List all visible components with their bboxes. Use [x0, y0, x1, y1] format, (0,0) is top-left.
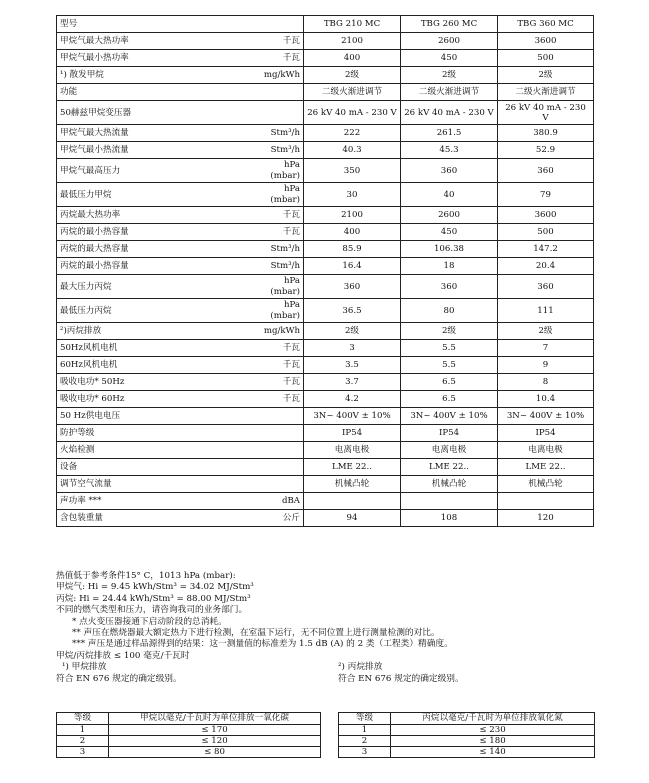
- spec-row-unit: 千瓦: [282, 36, 300, 46]
- spec-value-cell: 360: [401, 275, 498, 299]
- spec-value-cell: 400: [304, 50, 401, 67]
- co-value-cell: ≤ 170: [109, 725, 321, 736]
- co-table-row: [57, 747, 321, 758]
- spec-row: [57, 207, 594, 224]
- footnote-2-title: ²) 丙烷排放: [338, 662, 383, 673]
- spec-value-cell: 26 kV 40 mA - 230 V: [401, 101, 498, 125]
- spec-value-cell: 18: [401, 258, 498, 275]
- spec-row: [57, 425, 594, 442]
- nox-header-value: 丙烷以毫克/千瓦时为单位排放氧化氮: [391, 713, 595, 725]
- spec-value-cell: LME 22..: [304, 459, 401, 476]
- spec-row-label: 吸收电功* 60Hz: [60, 394, 125, 404]
- spec-row-label: 含包装重量: [60, 513, 103, 523]
- nox-class-cell: 1: [339, 725, 391, 736]
- spec-value-cell: 40: [401, 183, 498, 207]
- spec-row: [57, 67, 594, 84]
- spec-value-cell: 2100: [304, 207, 401, 224]
- spec-row-label-cell: [57, 241, 304, 258]
- model-tbg-360: TBG 360 MC: [498, 16, 594, 33]
- spec-value-cell: 6.5: [401, 374, 498, 391]
- spec-row-unit: 千瓦: [282, 377, 300, 387]
- spec-row-label-cell: [57, 425, 304, 442]
- spec-row-unit: Stm³/h: [270, 145, 300, 155]
- spec-value-cell: 79: [498, 183, 594, 207]
- spec-row-label-cell: [57, 258, 304, 275]
- spec-row-label: 50赫兹甲烷变压器: [60, 107, 132, 118]
- spec-value-cell: 机械凸轮: [401, 476, 498, 493]
- spec-row-label-cell: [57, 207, 304, 224]
- spec-row-label-cell: [57, 33, 304, 50]
- spec-value-cell: 10.4: [498, 391, 594, 408]
- spec-value-cell: 450: [401, 224, 498, 241]
- spec-value-cell: 40.3: [304, 142, 401, 159]
- spec-row-label: 甲烷气最高压力: [60, 165, 121, 176]
- spec-value-cell: 机械凸轮: [304, 476, 401, 493]
- spec-value-cell: 360: [304, 275, 401, 299]
- spec-value-cell: 360: [401, 159, 498, 183]
- notes-section: [56, 571, 616, 685]
- spec-row-label-cell: [57, 183, 304, 207]
- spec-row-label-cell: [57, 442, 304, 459]
- spec-row-unit: 公斤: [282, 513, 300, 523]
- co-table-row: [57, 725, 321, 736]
- spec-row-label: 调节空气流量: [60, 479, 112, 489]
- spec-header-row: [57, 16, 594, 33]
- note-reference-conditions: 热值低于参考条件15° C，1013 hPa (mbar):: [56, 571, 236, 581]
- spec-value-cell: 电离电极: [498, 442, 594, 459]
- spec-row-label: 火焰检测: [60, 445, 95, 455]
- model-tbg-260: TBG 260 MC: [401, 16, 498, 33]
- spec-row-label-cell: [57, 340, 304, 357]
- note-star1: * 点火变压器接通下启动阶段的总消耗。: [72, 616, 227, 627]
- spec-value-cell: 电离电极: [304, 442, 401, 459]
- co-table-header: [57, 713, 321, 725]
- spec-row-label: 丙烷的最大热容量: [60, 244, 129, 254]
- spec-row-label: 50 Hz供电电压: [60, 411, 121, 421]
- nox-table-header: [339, 713, 595, 725]
- spec-value-cell: [304, 493, 401, 510]
- spec-row-label-cell: [57, 510, 304, 527]
- nox-emission-table: [338, 712, 595, 758]
- spec-row-label-cell: [57, 142, 304, 159]
- spec-value-cell: 二级火渐进调节: [304, 84, 401, 101]
- spec-row-label: 最低压力甲烷: [60, 189, 112, 200]
- nox-value-cell: ≤ 140: [391, 747, 595, 758]
- spec-value-cell: 450: [401, 50, 498, 67]
- spec-value-cell: 222: [304, 125, 401, 142]
- spec-value-cell: LME 22..: [401, 459, 498, 476]
- footnote-texts: [56, 674, 616, 685]
- spec-row-label: 50Hz风机电机: [60, 343, 118, 353]
- spec-row-label-cell: [57, 50, 304, 67]
- spec-row: [57, 323, 594, 340]
- spec-row-label: 吸收电功* 50Hz: [60, 377, 125, 387]
- spec-value-cell: 16.4: [304, 258, 401, 275]
- spec-value-cell: IP54: [498, 425, 594, 442]
- spec-value-cell: 7: [498, 340, 594, 357]
- spec-row-label-cell: [57, 476, 304, 493]
- spec-value-cell: 26 kV 40 mA - 230 V: [304, 101, 401, 125]
- spec-row-label: 丙烷最大热功率: [60, 210, 121, 220]
- spec-row: [57, 101, 594, 125]
- spec-value-cell: 电离电极: [401, 442, 498, 459]
- co-value-cell: ≤ 80: [109, 747, 321, 758]
- spec-value-cell: 52.9: [498, 142, 594, 159]
- model-tbg-210: TBG 210 MC: [304, 16, 401, 33]
- spec-row: [57, 493, 594, 510]
- spec-row-unit: hPa (mbar): [270, 183, 300, 205]
- note-other-gas: 不同的燃气类型和压力，请咨询我司的业务部门。: [56, 605, 248, 616]
- nox-value-cell: ≤ 230: [391, 725, 595, 736]
- spec-value-cell: 36.5: [304, 299, 401, 323]
- spec-row-unit: Stm³/h: [270, 261, 300, 271]
- spec-value-cell: 3600: [498, 207, 594, 224]
- spec-value-cell: 360: [498, 275, 594, 299]
- spec-value-cell: 30: [304, 183, 401, 207]
- nox-value-cell: ≤ 180: [391, 736, 595, 747]
- spec-row: [57, 224, 594, 241]
- spec-row-label-cell: [57, 391, 304, 408]
- spec-row: [57, 374, 594, 391]
- spec-row-label: 甲烷气最大热功率: [60, 36, 129, 46]
- co-class-cell: 1: [57, 725, 109, 736]
- spec-value-cell: 5.5: [401, 340, 498, 357]
- spec-row-label-cell: [57, 493, 304, 510]
- spec-value-cell: 500: [498, 224, 594, 241]
- nox-table-row: [339, 725, 595, 736]
- note-star3: *** 声压是通过样品源得到的结果：这一测量值的标准差为 1.5 dB (A) 的 2 类（工程类）精确度。: [72, 639, 453, 650]
- co-class-cell: 3: [57, 747, 109, 758]
- spec-value-cell: 360: [498, 159, 594, 183]
- spec-value-cell: 2600: [401, 207, 498, 224]
- spec-row-label: 丙烷的最小热容量: [60, 227, 129, 237]
- spec-row-unit: 千瓦: [282, 343, 300, 353]
- spec-value-cell: 2级: [401, 323, 498, 340]
- spec-value-cell: 80: [401, 299, 498, 323]
- note-emission-limit: 甲烷/丙烷排放 ≤ 100 毫克/千瓦时: [56, 650, 190, 661]
- nox-table-row: [339, 747, 595, 758]
- spec-value-cell: 2100: [304, 33, 401, 50]
- spec-row-unit: mg/kWh: [263, 326, 300, 336]
- spec-value-cell: 26 kV 40 mA - 230 V: [498, 101, 594, 125]
- spec-row: [57, 275, 594, 299]
- spec-row-label-cell: [57, 459, 304, 476]
- nox-header-class: 等级: [339, 713, 391, 725]
- spec-row-label-cell: [57, 224, 304, 241]
- spec-value-cell: 2级: [498, 323, 594, 340]
- spec-value-cell: 2级: [304, 67, 401, 84]
- spec-value-cell: 20.4: [498, 258, 594, 275]
- spec-row-label: 甲烷气最小热功率: [60, 53, 129, 63]
- spec-row-label: 60Hz风机电机: [60, 360, 118, 370]
- spec-value-cell: 2级: [304, 323, 401, 340]
- spec-row-label-cell: [57, 408, 304, 425]
- spec-row-label: 功能: [60, 87, 78, 97]
- spec-row-label: 声功率 ***: [60, 496, 102, 506]
- spec-value-cell: 3.5: [304, 357, 401, 374]
- spec-row-unit: mg/kWh: [263, 70, 300, 80]
- spec-row-label-cell: [57, 159, 304, 183]
- spec-value-cell: 94: [304, 510, 401, 527]
- spec-row-label: 防护等级: [60, 428, 95, 438]
- spec-row-label: 设备: [60, 462, 78, 472]
- spec-row: [57, 459, 594, 476]
- spec-row-label: 甲烷气最大热流量: [60, 128, 129, 138]
- note-propane-hi: 丙烷: Hi = 24.44 kWh/Stm³ = 88.00 MJ/Stm³: [56, 593, 251, 604]
- spec-table: [56, 15, 594, 527]
- spec-value-cell: 机械凸轮: [498, 476, 594, 493]
- spec-value-cell: 9: [498, 357, 594, 374]
- spec-value-cell: 106.38: [401, 241, 498, 258]
- co-header-class: 等级: [57, 713, 109, 725]
- spec-value-cell: 85.9: [304, 241, 401, 258]
- spec-value-cell: 2级: [401, 67, 498, 84]
- spec-row: [57, 50, 594, 67]
- co-emission-table: [56, 712, 321, 758]
- footnote-titles: [56, 662, 616, 673]
- spec-row-label-cell: [57, 67, 304, 84]
- co-class-cell: 2: [57, 736, 109, 747]
- spec-row: [57, 442, 594, 459]
- spec-row: [57, 159, 594, 183]
- spec-row: [57, 183, 594, 207]
- header-label: 型号: [57, 16, 304, 33]
- spec-row-label-cell: [57, 101, 304, 125]
- co-table-row: [57, 736, 321, 747]
- spec-row-unit: hPa (mbar): [270, 275, 300, 297]
- spec-value-cell: 2600: [401, 33, 498, 50]
- spec-row: [57, 391, 594, 408]
- spec-value-cell: 3N~ 400V ± 10%: [498, 408, 594, 425]
- spec-value-cell: [498, 493, 594, 510]
- spec-value-cell: 2级: [498, 67, 594, 84]
- spec-row: [57, 258, 594, 275]
- spec-value-cell: 3.7: [304, 374, 401, 391]
- spec-row-unit: 千瓦: [282, 227, 300, 237]
- spec-value-cell: 4.2: [304, 391, 401, 408]
- spec-row-label-cell: [57, 125, 304, 142]
- spec-value-cell: 5.5: [401, 357, 498, 374]
- spec-value-cell: 二级火渐进调节: [498, 84, 594, 101]
- spec-row-unit: 千瓦: [282, 394, 300, 404]
- spec-value-cell: 120: [498, 510, 594, 527]
- footnote-1-title: ¹) 甲烷排放: [62, 662, 107, 673]
- spec-row: [57, 408, 594, 425]
- footnote-1-text: 符合 EN 676 规定的确定级别。: [56, 673, 182, 684]
- spec-row-unit: hPa (mbar): [270, 159, 300, 181]
- co-value-cell: ≤ 120: [109, 736, 321, 747]
- spec-row-label: 最大压力丙烷: [60, 281, 112, 292]
- spec-row: [57, 125, 594, 142]
- spec-value-cell: 400: [304, 224, 401, 241]
- note-methane-hi: 甲烷气: Hi = 9.45 kWh/Stm³ = 34.02 MJ/Stm³: [56, 582, 254, 593]
- spec-row: [57, 142, 594, 159]
- spec-row-label: 甲烷气最小热流量: [60, 145, 129, 155]
- spec-value-cell: [401, 493, 498, 510]
- spec-row: [57, 241, 594, 258]
- spec-row-unit: Stm³/h: [270, 244, 300, 254]
- spec-value-cell: 111: [498, 299, 594, 323]
- spec-row: [57, 33, 594, 50]
- spec-row-unit: dBA: [281, 496, 300, 506]
- spec-row: [57, 510, 594, 527]
- nox-class-cell: 3: [339, 747, 391, 758]
- spec-value-cell: 8: [498, 374, 594, 391]
- co-header-value: 甲烷以毫克/千瓦时为单位排放一氧化碳: [109, 713, 321, 725]
- nox-table-row: [339, 736, 595, 747]
- spec-row-label: ¹) 散发甲烷: [60, 70, 104, 80]
- spec-value-cell: 350: [304, 159, 401, 183]
- spec-row-unit: 千瓦: [282, 360, 300, 370]
- spec-value-cell: 261.5: [401, 125, 498, 142]
- spec-value-cell: 3600: [498, 33, 594, 50]
- spec-row-unit: 千瓦: [282, 53, 300, 63]
- spec-row-unit: hPa (mbar): [270, 299, 300, 321]
- spec-row-label: 丙烷的最小热容量: [60, 261, 129, 271]
- spec-row-label-cell: [57, 84, 304, 101]
- spec-row-label-cell: [57, 275, 304, 299]
- spec-value-cell: LME 22..: [498, 459, 594, 476]
- spec-value-cell: 108: [401, 510, 498, 527]
- spec-value-cell: 二级火渐进调节: [401, 84, 498, 101]
- nox-class-cell: 2: [339, 736, 391, 747]
- spec-row: [57, 340, 594, 357]
- spec-value-cell: 45.3: [401, 142, 498, 159]
- spec-value-cell: IP54: [401, 425, 498, 442]
- footnote-2-text: 符合 EN 676 规定的确定级别。: [338, 673, 464, 684]
- spec-value-cell: 6.5: [401, 391, 498, 408]
- spec-row: [57, 476, 594, 493]
- spec-value-cell: 3N~ 400V ± 10%: [401, 408, 498, 425]
- spec-row-unit: 千瓦: [282, 210, 300, 220]
- spec-value-cell: 3: [304, 340, 401, 357]
- spec-value-cell: 500: [498, 50, 594, 67]
- spec-row-label: 最低压力丙烷: [60, 305, 112, 316]
- spec-row: [57, 357, 594, 374]
- spec-value-cell: 3N~ 400V ± 10%: [304, 408, 401, 425]
- spec-row-label: ²)丙烷排放: [60, 326, 102, 336]
- spec-row-unit: Stm³/h: [270, 128, 300, 138]
- note-star2: ** 声压在燃烧器最大额定热力下进行检测，在室温下运行，无不同位置上进行测量检测的对比。: [72, 628, 440, 639]
- spec-row: [57, 84, 594, 101]
- spec-value-cell: IP54: [304, 425, 401, 442]
- spec-row: [57, 299, 594, 323]
- spec-row-label-cell: [57, 323, 304, 340]
- spec-row-label-cell: [57, 299, 304, 323]
- spec-value-cell: 380.9: [498, 125, 594, 142]
- spec-row-label-cell: [57, 357, 304, 374]
- spec-value-cell: 147.2: [498, 241, 594, 258]
- spec-row-label-cell: [57, 374, 304, 391]
